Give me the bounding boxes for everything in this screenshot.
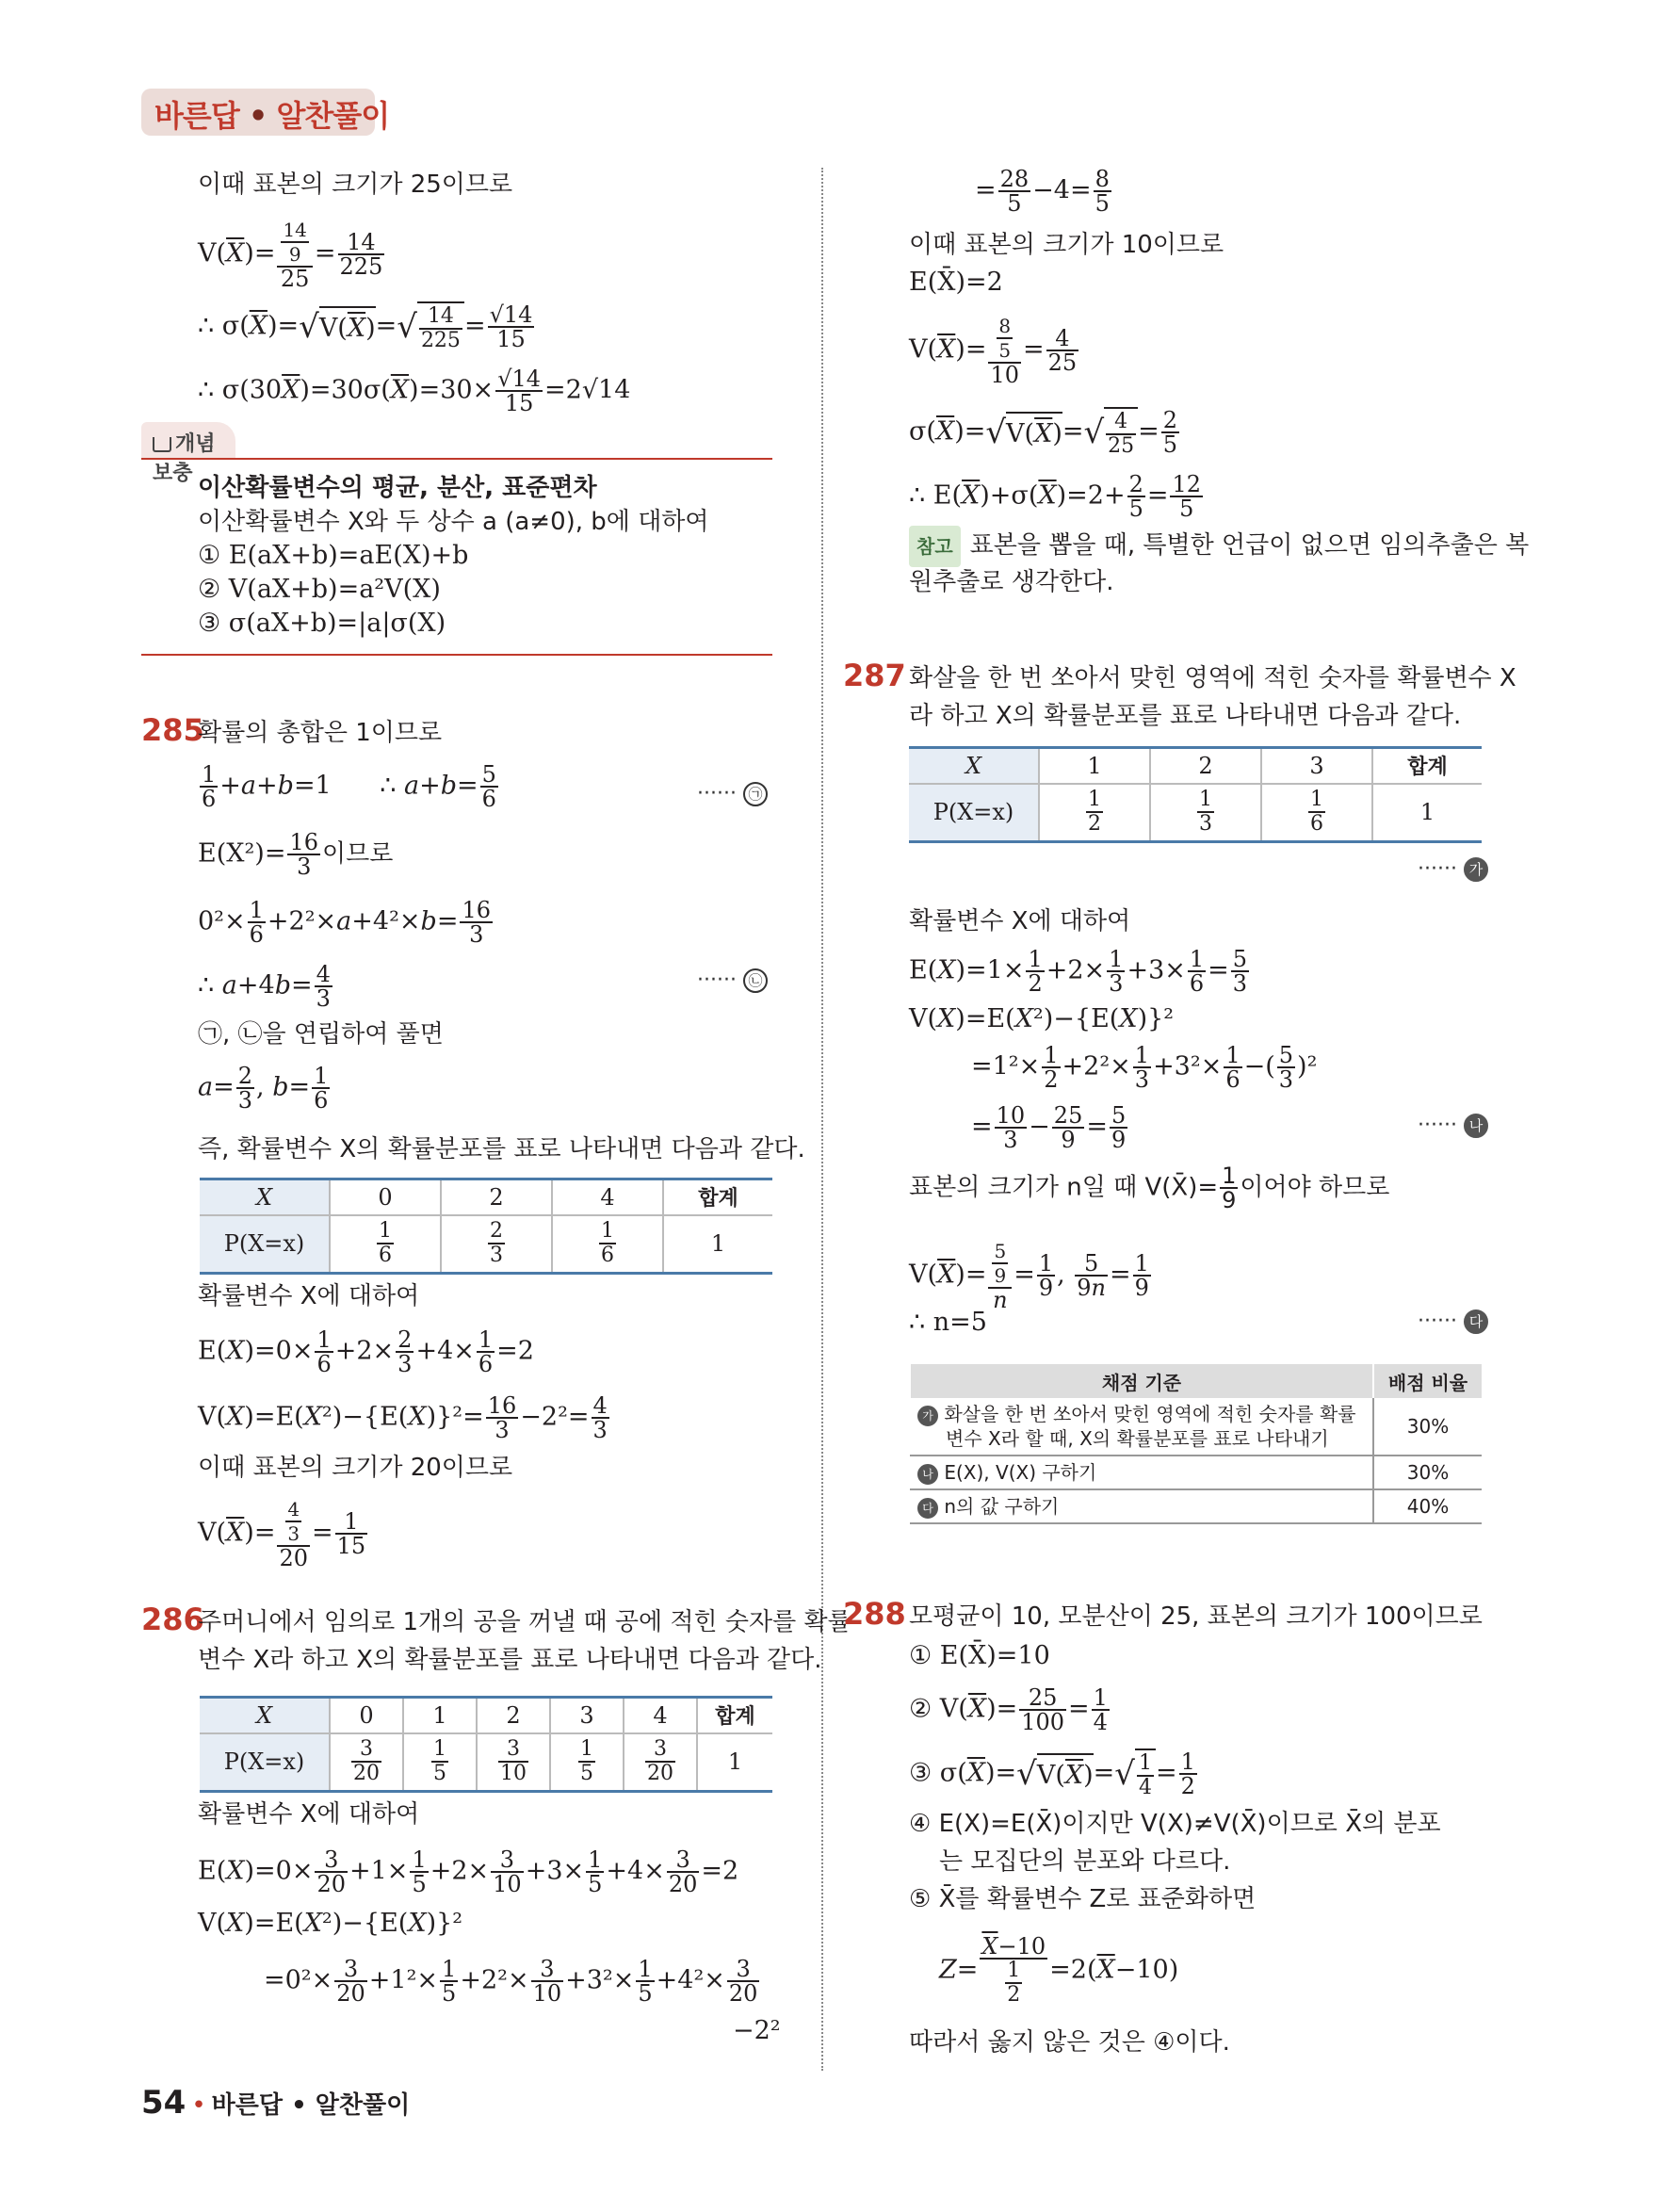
problem-285-number: 285 <box>141 712 204 748</box>
p287-eq-vx-result: = $\frac{10}{3}$ − $\frac{25}{9}$ = $\frac{5}{9}$ <box>971 1102 1127 1153</box>
table-head-x: X <box>200 1698 330 1733</box>
table-row-label: P(X=x) <box>200 1733 330 1792</box>
criteria-row: 나 E(X), V(X) 구하기 <box>910 1456 1373 1489</box>
r-ex2: E(X̄)=2 <box>909 268 1003 297</box>
criteria-pct: 30% <box>1373 1456 1482 1489</box>
problem-286-number: 286 <box>141 1602 204 1637</box>
table-head-x: X <box>200 1179 330 1215</box>
p287-for-x: 확률변수 X에 대하여 <box>909 907 1131 935</box>
r-size10-text: 이때 표본의 크기가 10이므로 <box>909 231 1224 259</box>
problem-287-number: 287 <box>843 658 906 693</box>
table-cell: $\frac{1}{5}$ <box>550 1733 624 1792</box>
p285-eq-vx: V(X)=E(X²)−{E(X)}²= $\frac{16}{3}$ −2²= $\frac{4}{3}$ <box>198 1392 608 1443</box>
marker-ga: ······ 가 <box>1418 857 1488 882</box>
p288-line-5: ⑤ X̄를 확률변수 Z로 표준화하면 <box>909 1885 1257 1913</box>
r-note-line-1: 참고 표본을 뽑을 때, 특별한 언급이 없으면 임의추출은 복 <box>909 526 1529 567</box>
table-cell: $\frac{1}{6}$ <box>1261 784 1372 842</box>
p287-eq-ex: E(X)=1× $\frac{1}{2}$ +2× $\frac{1}{3}$ +3× $\frac{1}{6}$ = $\frac{5}{3}$ <box>909 946 1248 997</box>
note-line-1: 이산확률변수 X와 두 상수 a (a≠0), b에 대하여 <box>198 508 709 536</box>
table-head: 1 <box>403 1698 477 1733</box>
p287-result: ∴ n=5 <box>909 1308 987 1337</box>
table-head: 1 <box>1039 748 1150 784</box>
table-cell: $\frac{3}{20}$ <box>330 1733 403 1792</box>
r-eq-sigma: $\sigma(\overline{X})=√V(\overline{X})=√$ $\frac{4}{25}$ = $\frac{2}{5}$ <box>909 407 1178 458</box>
table-head-x: X <box>909 748 1039 784</box>
p287-eq-vx-expand: =1²× $\frac{1}{2}$ +2²× $\frac{1}{3}$ +3²× $\frac{1}{6}$ −( $\frac{5}{3}$ )² <box>971 1042 1318 1093</box>
criteria-row: 가 화살을 한 번 쏘아서 맞힌 영역에 적힌 숫자를 확률 변수 X라 할 때, X의 확률분포를 표로 나타내기 <box>910 1398 1373 1456</box>
footer-title: 바른답 • 알찬풀이 <box>211 2091 411 2120</box>
note-title: 이산확률변수의 평균, 분산, 표준편차 <box>198 474 597 502</box>
p285-eq-ab-values: a= $\frac{2}{3}$ , b= $\frac{1}{6}$ <box>198 1063 329 1114</box>
p287-eq-v-n: $V(\overline{X})=$ $\frac{\frac{5}{9}}{n}$ = $\frac{1}{9}$ , $\frac{5}{9n}$ = $\frac{1}{9}$ <box>909 1240 1149 1313</box>
concept-note-tag: 개념 보충 <box>141 422 235 460</box>
table-cell: $\frac{1}{5}$ <box>403 1733 477 1792</box>
table-head: 2 <box>441 1179 552 1215</box>
p288-line-4b: 는 모집단의 분포와 다르다. <box>939 1847 1231 1876</box>
p285-combine: ㉠, ㉡을 연립하여 풀면 <box>198 1020 444 1049</box>
p285-line-1: 확률의 총합은 1이므로 <box>198 719 443 747</box>
p287-line-1: 화살을 한 번 쏘아서 맞힌 영역에 적힌 숫자를 확률변수 X <box>909 664 1516 692</box>
p285-eq-ab: ∴ a+4b= $\frac{4}{3}$ <box>198 961 331 1012</box>
p288-line-2: ① E(X̄)=10 <box>909 1641 1050 1670</box>
table-head: 0 <box>330 1698 403 1733</box>
p286-tail: −2² <box>733 2016 781 2045</box>
p285-distribution-table <box>200 1178 772 1275</box>
p286-for-x: 확률변수 X에 대하여 <box>198 1800 420 1829</box>
r-eq-v-xbar: $V(\overline{X})=$ $\frac{\frac{8}{5}}{10}$ = $\frac{4}{25}$ <box>909 315 1078 388</box>
table-row-label: P(X=x) <box>909 784 1039 842</box>
r-eq-continued: = $\frac{28}{5}$ −4= $\frac{8}{5}$ <box>975 166 1110 217</box>
p286-eq-ex: E(X)=0× $\frac{3}{20}$ +1× $\frac{1}{5}$ +2× $\frac{3}{10}$ +3× $\frac{1}{5}$ +4× $\frac{3}{20}$ =2 <box>198 1846 739 1897</box>
marker-na: ······ 나 <box>1418 1114 1488 1138</box>
p287-eq-vx: V(X)=E(X²)−{E(X)}² <box>909 1004 1175 1033</box>
table-cell: $\frac{3}{10}$ <box>477 1733 550 1792</box>
p285-eq-v-xbar: $V(\overline{X})=$ $\frac{\frac{4}{3}}{20}$ = $\frac{1}{15}$ <box>198 1498 366 1571</box>
table-head-sum: 합계 <box>1372 748 1482 784</box>
table-cell: $\frac{3}{20}$ <box>624 1733 697 1792</box>
p286-line-2: 변수 X라 하고 X의 확률분포를 표로 나타내면 다음과 같다. <box>198 1646 822 1674</box>
formula-sigma-30: ∴ $\sigma(30\overline{X})=30\sigma(\overline{X})=30\times$ $\frac{√14}{15}$ =2√14 <box>198 366 631 416</box>
p285-for-x: 확률변수 X에 대하여 <box>198 1282 420 1310</box>
p285-eq-expand: 0²× $\frac{1}{6}$ +2²×a+4²×b= $\frac{16}{3}$ <box>198 897 491 948</box>
table-head: 3 <box>550 1698 624 1733</box>
table-head-sum: 합계 <box>697 1698 772 1733</box>
criteria-row: 다 n의 값 구하기 <box>910 1489 1373 1523</box>
table-cell: $\frac{1}{2}$ <box>1039 784 1150 842</box>
p287-n-text: 표본의 크기가 n일 때 V(X̄)= $\frac{1}{9}$ 이어야 하므로 <box>909 1163 1390 1213</box>
note-line-4: ③ σ(aX+b)=|a|σ(X) <box>198 609 446 638</box>
p285-eq-sum: $\frac{1}{6}$ +a+b=1 ∴ a+b= $\frac{5}{6}$ <box>202 761 496 812</box>
table-cell-sum: 1 <box>1372 784 1482 842</box>
note-bottom-rule <box>141 654 772 656</box>
page-number: 54 <box>141 2084 186 2122</box>
p286-distribution-table <box>200 1696 772 1793</box>
table-cell: $\frac{1}{3}$ <box>1150 784 1261 842</box>
p287-distribution-table <box>909 746 1482 843</box>
note-line-2: ① E(aX+b)=aE(X)+b <box>198 541 469 570</box>
criteria-pct: 40% <box>1373 1489 1482 1523</box>
p288-eq-sigma: ③ $\sigma(\overline{X})=√V(\overline{X})=√$ $\frac{1}{4}$ = $\frac{1}{2}$ <box>909 1748 1195 1799</box>
table-head: 4 <box>624 1698 697 1733</box>
marker-1: ······ ㉠ <box>697 782 768 806</box>
table-head: 2 <box>477 1698 550 1733</box>
table-cell: $\frac{1}{6}$ <box>552 1215 663 1274</box>
p286-line-1: 주머니에서 임의로 1개의 공을 꺼낼 때 공에 적힌 숫자를 확률 <box>198 1608 851 1636</box>
p288-eq-z: Z= $\frac{\overline{X}-10}{\frac{1}{2}}$ $=2(\overline{X}-10)$ <box>939 1933 1179 2007</box>
table-head: 3 <box>1261 748 1372 784</box>
r-eq-sum: ∴ $E(\overline{X})+\sigma(\overline{X})=2+$ $\frac{2}{5}$ = $\frac{12}{5}$ <box>909 471 1202 522</box>
table-head: 2 <box>1150 748 1261 784</box>
marker-2: ······ ㉡ <box>697 968 768 993</box>
table-cell: $\frac{2}{3}$ <box>441 1215 552 1274</box>
table-cell-sum: 1 <box>663 1215 772 1274</box>
problem-288-number: 288 <box>843 1596 906 1632</box>
scoring-criteria-table <box>909 1364 1482 1524</box>
p286-eq-vx-expand: =0²× $\frac{3}{20}$ +1²× $\frac{1}{5}$ +2²× $\frac{3}{10}$ +3²× $\frac{1}{5}$ +4²× $\frac{3}{20}$ <box>264 1956 758 2007</box>
page-footer: 54 • 바른답 • 알찬풀이 <box>141 2084 411 2122</box>
p288-line-1: 모평균이 10, 모분산이 25, 표본의 크기가 100이므로 <box>909 1602 1483 1631</box>
book-icon <box>153 437 171 452</box>
criteria-pct: 30% <box>1373 1398 1482 1456</box>
formula-v-xbar-25: $V(\overline{X})=$ $\frac{\frac{14}{9}}{25}$ = $\frac{14}{225}$ <box>198 219 383 292</box>
p288-line-4a: ④ E(X)=E(X̄)이지만 V(X)≠V(X̄)이므로 X̄의 분포 <box>909 1810 1441 1838</box>
intro-text: 이때 표본의 크기가 25이므로 <box>198 171 513 199</box>
table-head-sum: 합계 <box>663 1179 772 1215</box>
header-title: 바른답 • 알찬풀이 <box>154 98 390 134</box>
column-divider <box>821 168 823 2071</box>
table-row-label: P(X=x) <box>200 1215 330 1274</box>
table-cell-sum: 1 <box>697 1733 772 1792</box>
note-chip: 참고 <box>909 526 961 567</box>
marker-da: ······ 다 <box>1418 1309 1488 1334</box>
table-head: 0 <box>330 1179 441 1215</box>
p285-eq-ex: E(X)=0× $\frac{1}{6}$ +2× $\frac{2}{3}$ +4× $\frac{1}{6}$ =2 <box>198 1326 534 1377</box>
p285-size-text: 이때 표본의 크기가 20이므로 <box>198 1454 513 1482</box>
p285-dist-text: 즉, 확률변수 X의 확률분포를 표로 나타내면 다음과 같다. <box>198 1135 805 1163</box>
p287-line-2: 라 하고 X의 확률분포를 표로 나타내면 다음과 같다. <box>909 702 1462 730</box>
p286-eq-vx: V(X)=E(X²)−{E(X)}² <box>198 1909 463 1938</box>
criteria-head: 채점 기준 <box>910 1364 1373 1398</box>
table-cell: $\frac{1}{6}$ <box>330 1215 441 1274</box>
note-line-3: ② V(aX+b)=a²V(X) <box>198 575 441 604</box>
formula-sigma: ∴ $\sigma(\overline{X})=√V(\overline{X})=√$ $\frac{14}{225}$ = $\frac{√14}{15}$ <box>198 301 533 352</box>
table-head: 4 <box>552 1179 663 1215</box>
note-top-rule <box>141 458 772 460</box>
p288-final: 따라서 옳지 않은 것은 ④이다. <box>909 2028 1230 2057</box>
p285-eq-ex2: E(X²)= $\frac{16}{3}$ 이므로 <box>198 829 394 880</box>
r-note-line-2: 원추출로 생각한다. <box>909 568 1114 596</box>
running-header <box>141 89 390 136</box>
p288-eq-v: ② $V(\overline{X})=$ $\frac{25}{100}$ = $\frac{1}{4}$ <box>909 1684 1108 1735</box>
criteria-head-pct: 배점 비율 <box>1373 1364 1482 1398</box>
